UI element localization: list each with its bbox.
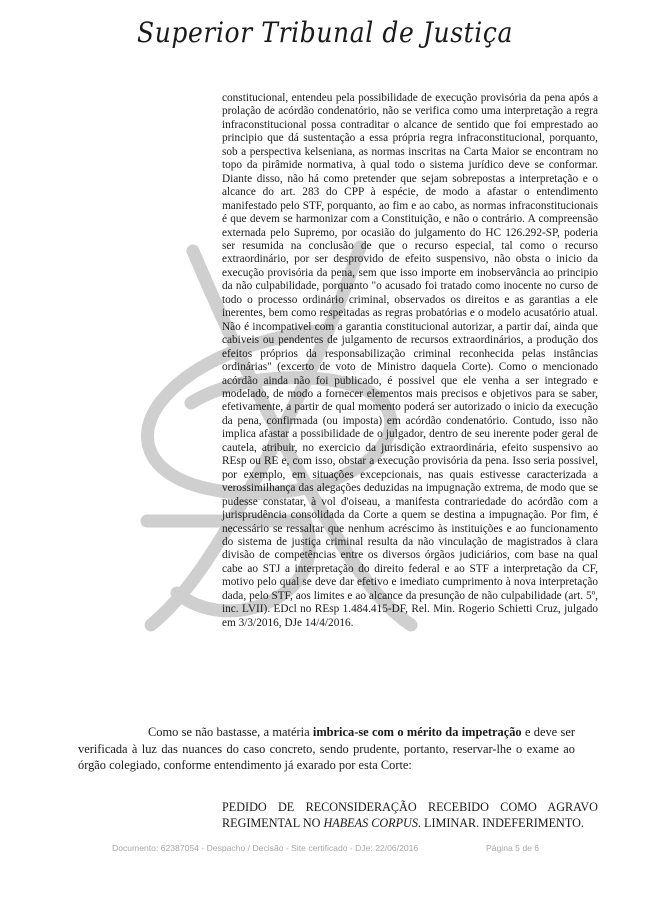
paragraph-merit <box>78 724 575 774</box>
quoted-decision-text: constitucional, entendeu pela possibilidade de execução provisória da pena após a prolação de acórdão condenatório, não se verifica como uma interpretação a regra infraconstitucional possa contraditar o alcance de sentido que foi emprestado ao principio que dá sustentação a essa própria regra infraconstitucional, porquanto, sob a perspectiva kelseniana, as normas inscritas na Carta Maior se encontram no topo da pirâmide normativa, à qual todo o sistema jurídico deve se conformar. Diante disso, não há como pretender que sejam sobrepostas a interpretação e o alcance do art. 283 do CPP à espécie, de modo a afastar o entendimento manifestado pelo STF, porquanto, ao fim e ao cabo, as normas infraconstitucionais é que devem se harmonizar com a Constituição, e não o contrário. A compreensão externada pelo Supremo, por ocasião do julgamento do HC 126.292-SP, poderia ser resumida na conclusão de que o recurso especial, tal como o recurso extraordinário, por ser desprovido de efeito suspensivo, não obsta o inicio da execução provisória da pena, sem que isso importe em inobservância ao principio da não culpabilidade, porquanto "o acusado foi tratado como inocente no curso de todo o processo ordinário criminal, observados os direitos e as garantias a ele inerentes, bem como respeitadas as regras probatórias e o modelo acusatório atual. Não é incompativel com a garantia constitucional autorizar, a partir daí, ainda que cabiveis ou pendentes de julgamento de recursos extraordinários, a produção dos efeitos próprios da responsabilização criminal reconhecida pelas instâncias ordinárias" (excerto de voto de Ministro daquela Corte). Como o mencionado acórdão ainda não foi publicado, é possivel que ele venha a ser integrado e modelado, de modo a fornecer elementos mais precisos e objetivos para se saber, efetivamente, a partir de qual momento poderá ser autorizado o inicio da execução da pena, confirmada (ou imposta) em acórdão condenatório. Contudo, isso não implica afastar a possibilidade de o julgador, dentro de seu inerente poder geral de cautela, atribuir, no exercicio da jurisdição extraordinária, efeito suspensivo ao REsp ou RE e, com isso, obstar a execução provisória da pena. Isso seria possivel, por exemplo, em situações excepcionais, nas quais estivesse caracterizada a verossimilhança das alegações deduzidas na impugnação extrema, de modo que se pudesse constatar, à vol d'oiseau, a manifesta contrariedade do acórdão com a jurisprudência consolidada da Corte a quem se destina a impugnação. Por fim, é necessário se ressaltar que nenhum acréscimo às instituições e ao funcionamento do sistema de justiça criminal resulta da não vinculação de magistrados à clara divisão de competências entre os diversos órgãos judiciários, com base na qual cabe ao STJ a interpretação do direito federal e ao STF a interpretação da CF, motivo pelo qual se deve dar efetivo e imediato cumprimento à nova interpretação dada, pelo STF, aos limites e ao alcance da presunção de não culpabilidade (art. 5º, inc. LVII). EDcl no REsp 1.484.415-DF, Rel. Min. Rogerio Schietti Cruz, julgado em 3/3/2016, DJe 14/4/2016. <box>222 92 598 629</box>
footer-document-info: Documento: 62387054 - Despacho / Decisão - Site certificado - DJe: 22/06/2016 <box>112 843 419 853</box>
paragraph-merit-bold: imbrica-se com o mérito da impetração <box>312 725 522 739</box>
footer-page-number: Página 5 de 6 <box>486 843 540 853</box>
court-name-title: Superior Tribunal de Justiça <box>136 16 514 49</box>
ementa-part1: PEDIDO DE RECONSIDERAÇÃO RECEBIDO COMO AGRAVO REGIMENTAL NO <box>222 800 598 830</box>
ementa-part2: . LIMINAR. INDEFERIMENTO. <box>417 815 584 830</box>
quoted-decision-block <box>222 92 598 630</box>
page-footer <box>0 843 650 861</box>
masthead <box>0 16 650 49</box>
ementa-italic-habeas-corpus: HABEAS CORPUS <box>323 815 418 830</box>
paragraph-merit-tail: e deve ser verificada à luz das nuances do caso concreto, sendo prudente, portanto, reservar-lhe o exame ao órgão colegiado, conforme entendimento já exarado por esta Corte: <box>78 725 575 773</box>
paragraph-merit-lead: Como se não bastasse, a matéria <box>148 725 313 739</box>
ementa-text <box>222 800 598 831</box>
paragraph-merit-text <box>78 724 575 774</box>
ementa-block <box>222 800 598 831</box>
